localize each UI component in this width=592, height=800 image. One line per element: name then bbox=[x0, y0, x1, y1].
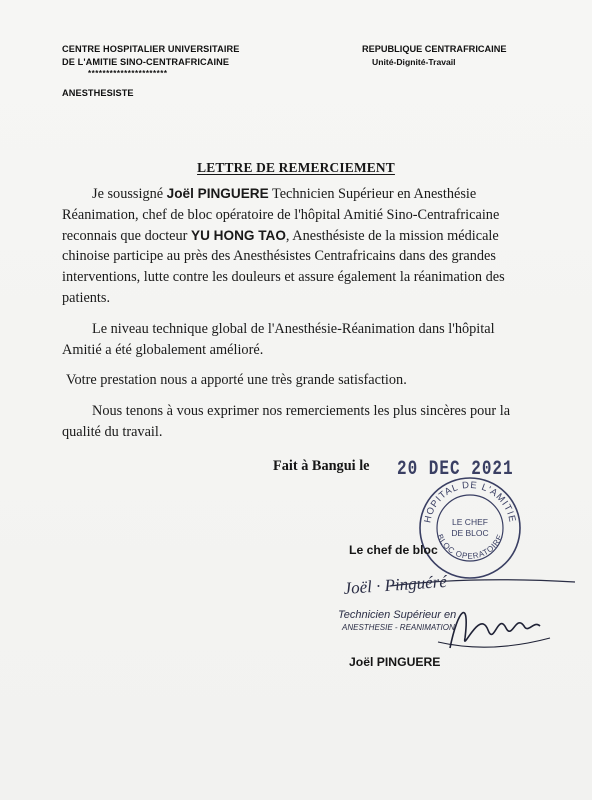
paragraph-1 bbox=[62, 184, 532, 309]
place-line: Fait à Bangui le bbox=[273, 458, 370, 474]
stamp-ring-bottom: BLOC OPERATOIRE bbox=[435, 532, 505, 561]
header-stars: ********************** bbox=[88, 69, 168, 78]
hospital-round-stamp-icon bbox=[416, 474, 524, 582]
signer-name-inline: Joël PINGUERE bbox=[166, 186, 269, 201]
paragraph-3: Votre prestation nous a apporté une très grande satisfaction. bbox=[66, 372, 407, 389]
date-stamp: 20 DEC 2021 bbox=[397, 457, 514, 481]
letter-body bbox=[62, 184, 532, 453]
signer-printed-name: Joël PINGUERE bbox=[349, 655, 441, 669]
script-signature-name: Joël · Pinguéré bbox=[342, 571, 448, 598]
country-name: REPUBLIQUE CENTRAFRICAINE bbox=[362, 44, 507, 54]
national-motto: Unité-Dignité-Travail bbox=[372, 57, 456, 67]
signer-role: Le chef de bloc bbox=[349, 543, 438, 557]
letter-title-text: LETTRE DE REMERCIEMENT bbox=[197, 160, 395, 175]
republic-header bbox=[362, 43, 562, 69]
stamp-title-line-1: Technicien Supérieur en bbox=[338, 609, 457, 621]
stamp-center-2: DE BLOC bbox=[451, 528, 489, 538]
paragraph-4: Nous tenons à vous exprimer nos remerciements les plus sincères pour la qualité du travail. bbox=[62, 403, 511, 440]
institution-line-2: DE L'AMITIE SINO-CENTRAFRICAINE bbox=[62, 56, 230, 67]
stamp-center-1: LE CHEF bbox=[452, 517, 488, 527]
department-label: ANESTHESISTE bbox=[62, 88, 134, 98]
institution-line-1: CENTRE HOSPITALIER UNIVERSITAIRE bbox=[62, 44, 240, 54]
stamp-ring-top: HOPITAL DE L'AMITIE bbox=[422, 479, 518, 524]
institution-header bbox=[62, 43, 302, 100]
paragraph-2: Le niveau technique global de l'Anesthésie-Réanimation dans l'hôpital Amitié a été globalement amélioré. bbox=[62, 320, 495, 358]
p1-text-a: Je soussigné bbox=[92, 186, 167, 202]
p1-text-c: , Anesthésiste de la mission médicale chinoise participe au près des Anesthésistes Centrafricains dans des grandes interventions, lutte contre les douleurs et assure également la réanimation des patients. bbox=[62, 227, 505, 306]
signature-stamp-icon bbox=[330, 568, 580, 656]
stamp-title-line-2: ANESTHESIE - REANIMATION bbox=[342, 623, 455, 632]
p1-text-b: Technicien Supérieur en Anesthésie Réanimation, chef de bloc opératoire de l'hôpital Amitié Sino-Centrafricaine reconnais que docteur bbox=[62, 186, 500, 244]
doctor-name: YU HONG TAO bbox=[191, 227, 286, 243]
letter-title bbox=[0, 160, 592, 176]
